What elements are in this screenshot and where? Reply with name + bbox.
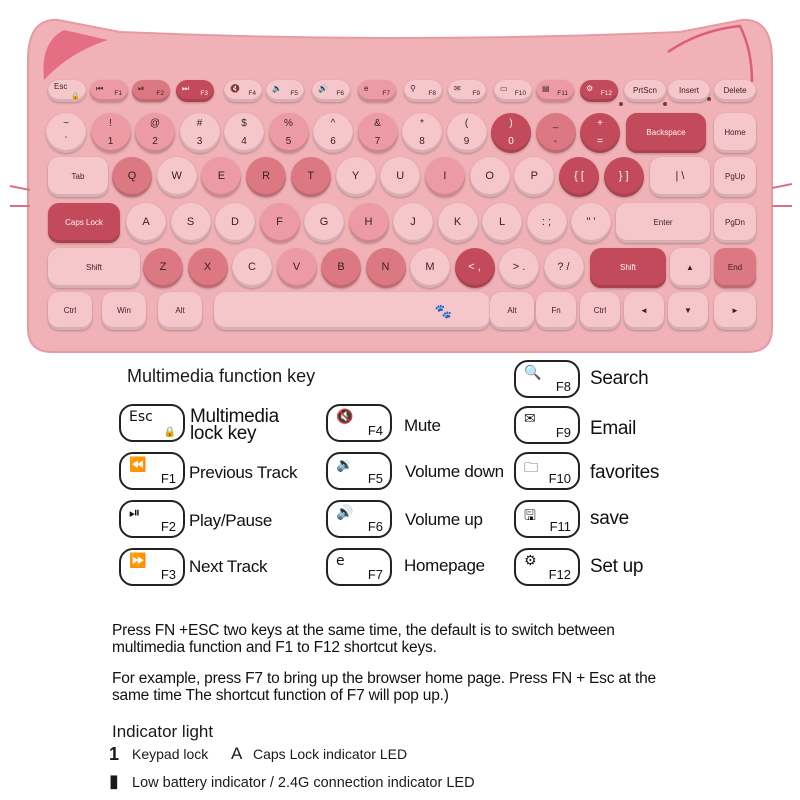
key-fn-label: F6 xyxy=(336,90,344,98)
legend-label-f9: Email xyxy=(590,418,637,439)
key-main-legend: ` xyxy=(64,135,68,147)
key-row5-8 xyxy=(668,292,708,330)
legend-key-icon: 🔉 xyxy=(336,457,354,473)
key-fn-label: F7 xyxy=(382,90,390,98)
legend-key-f8 xyxy=(514,360,580,398)
key-label: Y xyxy=(351,170,360,183)
key-row0-12 xyxy=(580,80,618,102)
key-row3-10 xyxy=(527,203,567,243)
key-icon: ⏭ xyxy=(182,84,190,93)
key-fn-label: F12 xyxy=(600,90,612,98)
legend-label-f10: favorites xyxy=(590,462,660,483)
key-row4-3 xyxy=(232,248,272,288)
key-label: < , xyxy=(468,261,481,274)
key-row0-6 xyxy=(312,80,350,102)
key-row0-7 xyxy=(358,80,396,102)
key-label: V xyxy=(292,261,301,274)
key-row1-13 xyxy=(626,113,706,153)
key-label: Alt xyxy=(507,305,517,315)
keypad-lock-label: Keypad lock xyxy=(132,746,209,762)
key-shift-legend: # xyxy=(196,118,203,129)
legend-key-fn: F6 xyxy=(367,519,383,534)
key-row1-0 xyxy=(46,113,86,153)
key-row1-6 xyxy=(313,113,353,153)
key-label: Home xyxy=(724,127,746,137)
key-label: Backspace xyxy=(646,127,686,137)
key-shift-legend: + xyxy=(597,118,603,129)
key-main-legend: 7 xyxy=(374,135,381,147)
key-label: ? / xyxy=(557,261,570,274)
key-row0-10 xyxy=(494,80,532,102)
legend-label-f8: Search xyxy=(590,368,649,389)
key-label: Tab xyxy=(71,171,85,181)
key-row1-1 xyxy=(91,113,131,153)
key-shift-legend: @ xyxy=(149,118,161,129)
key-label: A xyxy=(142,216,150,229)
key-main-legend: 4 xyxy=(241,135,247,147)
key-fn-label: F5 xyxy=(290,90,298,98)
legend-key-f11 xyxy=(514,500,580,538)
key-main-legend: = xyxy=(597,135,603,147)
key-row4-5 xyxy=(321,248,361,288)
key-icon: ⚙ xyxy=(586,84,594,93)
key-label: PrtScn xyxy=(632,85,657,95)
legend-key-f5 xyxy=(326,452,392,490)
key-label: N xyxy=(381,261,390,274)
key-row5-5 xyxy=(536,292,576,330)
key-row0-11 xyxy=(536,80,574,102)
key-row5-7 xyxy=(624,292,664,330)
key-row2-12 xyxy=(604,157,644,197)
key-row4-2 xyxy=(188,248,228,288)
key-row1-11 xyxy=(536,113,576,153)
key-label: Alt xyxy=(175,305,185,315)
key-label: ▼ xyxy=(684,305,692,315)
key-icon: ▭ xyxy=(500,84,508,93)
legend-key-esc xyxy=(119,404,185,442)
key-main-legend: 2 xyxy=(152,135,158,147)
legend-key-fn: F4 xyxy=(367,423,383,438)
key-fn-label: F2 xyxy=(156,90,164,98)
key-row2-9 xyxy=(470,157,510,197)
key-row2-8 xyxy=(425,157,465,197)
instructions-paragraph-2: For example, press F7 to bring up the browser home page. Press FN + Esc at the same time The shortcut function of F7 will pop up.) xyxy=(112,670,656,704)
legend-key-fn: F11 xyxy=(549,519,571,534)
right-whiskers xyxy=(772,184,792,206)
key-label: R xyxy=(262,170,271,183)
key-main-legend: 9 xyxy=(463,135,470,147)
key-label: P xyxy=(530,170,538,183)
key-label: ► xyxy=(731,305,739,315)
key-label: S xyxy=(186,216,195,229)
key-label: ▲ xyxy=(686,262,694,272)
key-row2-13 xyxy=(650,157,710,197)
key-label: G xyxy=(319,216,329,229)
key-row3-3 xyxy=(215,203,255,243)
key-label: B xyxy=(337,261,345,274)
key-row1-5 xyxy=(269,113,309,153)
key-row5-4 xyxy=(490,292,534,330)
key-label: Ctrl xyxy=(63,305,77,315)
indicator-heading: Indicator light xyxy=(112,722,214,741)
legend-key-icon: 🗀 xyxy=(524,460,538,476)
key-label: | \ xyxy=(675,170,685,183)
key-row2-2 xyxy=(157,157,197,197)
key-row4-8 xyxy=(455,248,495,288)
key-main-legend: - xyxy=(553,135,558,147)
key-row1-4 xyxy=(224,113,264,153)
key-icon: 🔇 xyxy=(230,84,240,93)
legend-label-f1: Previous Track xyxy=(189,463,298,482)
key-label: Fn xyxy=(551,305,561,315)
key-label: E xyxy=(217,170,226,183)
legend-label-f4: Mute xyxy=(404,416,441,435)
key-label: I xyxy=(443,170,447,183)
key-label: M xyxy=(425,261,435,274)
key-row5-6 xyxy=(580,292,620,330)
key-shift-legend: ^ xyxy=(330,118,336,129)
key-fn-label: F1 xyxy=(114,90,122,98)
legend-key-icon: e xyxy=(336,553,345,569)
legend-label-f11: save xyxy=(590,508,629,529)
key-shift-legend: & xyxy=(374,118,381,129)
legend-label-f5: Volume down xyxy=(405,462,504,481)
key-icon: ⚲ xyxy=(410,84,416,93)
key-shift-legend: $ xyxy=(241,118,247,129)
key-shift-legend: * xyxy=(420,118,424,129)
key-row3-0 xyxy=(48,203,120,243)
key-label: Win xyxy=(117,305,131,315)
key-label: D xyxy=(231,216,239,229)
key-row4-12 xyxy=(670,248,710,288)
lock-icon: 🔒 xyxy=(163,427,176,438)
key-row1-10 xyxy=(491,113,531,153)
key-row1-8 xyxy=(402,113,442,153)
key-row0-2 xyxy=(132,80,170,102)
key-shift-legend: ~ xyxy=(63,118,69,129)
key-label: Insert xyxy=(678,85,699,95)
key-row5-2 xyxy=(158,292,202,330)
key-fn-label: F11 xyxy=(557,90,568,98)
key-row4-1 xyxy=(143,248,183,288)
battery-icon: ▮ xyxy=(109,771,119,792)
legend-key-fn: F10 xyxy=(548,471,571,486)
key-shift-legend: ! xyxy=(109,118,112,129)
legend-key-fn: F9 xyxy=(555,425,571,440)
legend-key-f2 xyxy=(119,500,185,538)
key-row2-7 xyxy=(380,157,420,197)
key-row3-11 xyxy=(571,203,611,243)
key-shift-legend: _ xyxy=(552,118,559,129)
key-label: End xyxy=(727,262,743,272)
legend-heading: Multimedia function key xyxy=(127,366,316,386)
key-label: ◄ xyxy=(640,305,648,315)
key-label: Shift xyxy=(619,262,636,272)
legend-key-fn: F5 xyxy=(367,471,383,486)
key-label: Ctrl xyxy=(593,305,607,315)
key-fn-label: F3 xyxy=(200,90,208,98)
key-label: Z xyxy=(159,261,167,274)
legend-key-fn: F8 xyxy=(555,379,571,394)
keyboard-illustration xyxy=(0,0,800,360)
key-row0-1 xyxy=(90,80,128,102)
key-row5-9 xyxy=(714,292,756,330)
key-shift-legend: ) xyxy=(509,118,513,129)
legend-key-icon: 🔇 xyxy=(336,409,354,425)
key-label: F xyxy=(276,216,283,229)
key-row2-0 xyxy=(48,157,108,197)
key-label: J xyxy=(410,216,416,229)
key-row5-0 xyxy=(48,292,92,330)
key-row0-8 xyxy=(404,80,442,102)
key-fn-label: F10 xyxy=(514,90,526,98)
key-label: Esc xyxy=(54,82,68,91)
key-label: : ; xyxy=(541,216,552,229)
key-icon: ▤ xyxy=(542,84,550,93)
key-row5-1 xyxy=(102,292,146,330)
legend-key-icon: ✉ xyxy=(524,411,536,427)
key-row2-11 xyxy=(559,157,599,197)
key-icon: ⏯ xyxy=(138,84,145,93)
legend-label-f6: Volume up xyxy=(405,510,483,529)
legend-key-f3 xyxy=(119,548,185,586)
key-row1-9 xyxy=(447,113,487,153)
instructions-paragraph-1: Press FN +ESC two keys at the same time, the default is to switch between multimedia function and F1 to F12 shortcut keys. xyxy=(112,622,615,656)
key-icon: 🔒 xyxy=(71,92,80,100)
key-shift-legend: % xyxy=(284,118,293,129)
key-label: L xyxy=(498,216,506,229)
key-row1-3 xyxy=(180,113,220,153)
battery-indicator-label: Low battery indicator / 2.4G connection indicator LED xyxy=(132,775,475,791)
legend-key-icon: 🔊 xyxy=(336,505,354,521)
key-row1-2 xyxy=(135,113,175,153)
key-label: X xyxy=(203,261,212,274)
legend-key-fn: F2 xyxy=(160,519,176,534)
key-row3-13 xyxy=(714,203,756,243)
key-icon: ✉ xyxy=(454,84,461,93)
key-label: Caps Lock xyxy=(65,217,103,227)
keypad-lock-symbol: 1 xyxy=(109,744,120,764)
key-icon: ⏮ xyxy=(96,84,104,93)
key-label: " ' xyxy=(586,216,596,229)
key-row4-13 xyxy=(714,248,756,288)
key-main-legend: 1 xyxy=(107,135,114,147)
key-label: > . xyxy=(512,261,526,274)
key-row2-5 xyxy=(291,157,331,197)
key-row0-9 xyxy=(448,80,486,102)
key-row0-14 xyxy=(668,80,710,102)
legend-key-icon: Esc xyxy=(129,409,153,425)
key-row4-7 xyxy=(410,248,450,288)
key-row2-4 xyxy=(246,157,286,197)
key-shift-legend: ( xyxy=(464,118,469,129)
legend-key-f10 xyxy=(514,452,580,490)
legend-key-f9 xyxy=(514,406,580,444)
key-row3-5 xyxy=(304,203,344,243)
legend-key-fn: F7 xyxy=(367,567,383,582)
key-label: Q xyxy=(127,170,137,183)
key-row3-9 xyxy=(482,203,522,243)
key-label: PgDn xyxy=(724,217,745,227)
key-fn-label: F4 xyxy=(248,90,256,98)
key-label: H xyxy=(364,216,373,229)
spacebar xyxy=(214,292,490,330)
key-label: W xyxy=(171,170,182,183)
key-row1-7 xyxy=(358,113,398,153)
caps-lock-label: Caps Lock indicator LED xyxy=(253,746,408,762)
legend-key-f1 xyxy=(119,452,185,490)
key-row0-0 xyxy=(48,80,86,102)
key-row2-14 xyxy=(714,157,756,197)
legend-key-icon: ⏪ xyxy=(129,457,147,473)
legend-label-f7: Homepage xyxy=(404,556,485,575)
legend-key-f12 xyxy=(514,548,580,586)
key-fn-label: F9 xyxy=(472,90,480,98)
key-fn-label: F8 xyxy=(428,90,436,98)
legend-key-fn: F3 xyxy=(160,567,176,582)
legend-key-f6 xyxy=(326,500,392,538)
key-label: Enter xyxy=(653,217,673,227)
key-row4-9 xyxy=(499,248,539,288)
key-main-legend: 6 xyxy=(330,135,336,147)
paw-icon: 🐾 xyxy=(434,302,452,319)
legend-label-f3: Next Track xyxy=(189,557,268,576)
legend-label-esc: Multimedia lock key xyxy=(190,406,279,444)
legend-key-icon: ⚙ xyxy=(524,553,537,569)
key-row3-12 xyxy=(616,203,710,243)
key-label: U xyxy=(396,170,405,183)
legend-key-fn: F12 xyxy=(548,567,571,582)
key-row0-13 xyxy=(624,80,666,102)
key-row0-4 xyxy=(224,80,262,102)
key-row3-8 xyxy=(438,203,478,243)
key-row3-4 xyxy=(260,203,300,243)
legend-key-f4 xyxy=(326,404,392,442)
legend-key-icon: ⏩ xyxy=(129,553,147,569)
legend-key-icon: ⏯ xyxy=(129,505,141,521)
key-main-legend: 3 xyxy=(196,135,203,147)
legend-key-icon: 🔍 xyxy=(524,365,542,381)
key-row0-3 xyxy=(176,80,214,102)
key-label: T xyxy=(307,170,315,183)
key-main-legend: 5 xyxy=(285,135,292,147)
legend-label-f12: Set up xyxy=(590,556,644,577)
key-row2-1 xyxy=(112,157,152,197)
key-label: Delete xyxy=(723,85,747,95)
key-label: K xyxy=(453,216,462,229)
key-row3-6 xyxy=(349,203,389,243)
key-row4-11 xyxy=(590,248,666,288)
legend-label-f2: Play/Pause xyxy=(189,511,272,530)
key-icon: 🔊 xyxy=(318,84,328,93)
key-label: Shift xyxy=(85,262,102,272)
key-row1-12 xyxy=(580,113,620,153)
caps-lock-symbol: A xyxy=(231,744,243,763)
key-row0-15 xyxy=(714,80,756,102)
key-label: PgUp xyxy=(724,171,745,181)
legend-key-f7 xyxy=(326,548,392,586)
key-row3-1 xyxy=(126,203,166,243)
legend-key-fn: F1 xyxy=(160,471,176,486)
key-label: } ] xyxy=(618,170,629,183)
key-icon: 🔉 xyxy=(272,84,282,93)
legend-key-icon: 🖫 xyxy=(524,508,536,524)
key-icon: e xyxy=(364,84,369,93)
key-row4-6 xyxy=(366,248,406,288)
key-label: O xyxy=(485,170,494,183)
key-row2-6 xyxy=(336,157,376,197)
key-main-legend: 8 xyxy=(419,135,425,147)
key-label: C xyxy=(248,261,256,274)
key-row4-10 xyxy=(544,248,584,288)
key-row3-7 xyxy=(393,203,433,243)
key-row1-14 xyxy=(714,113,756,153)
key-row4-4 xyxy=(277,248,317,288)
key-main-legend: 0 xyxy=(508,135,514,147)
key-row3-2 xyxy=(171,203,211,243)
key-row0-5 xyxy=(266,80,304,102)
key-label: { [ xyxy=(574,170,584,183)
key-row4-0 xyxy=(48,248,140,288)
